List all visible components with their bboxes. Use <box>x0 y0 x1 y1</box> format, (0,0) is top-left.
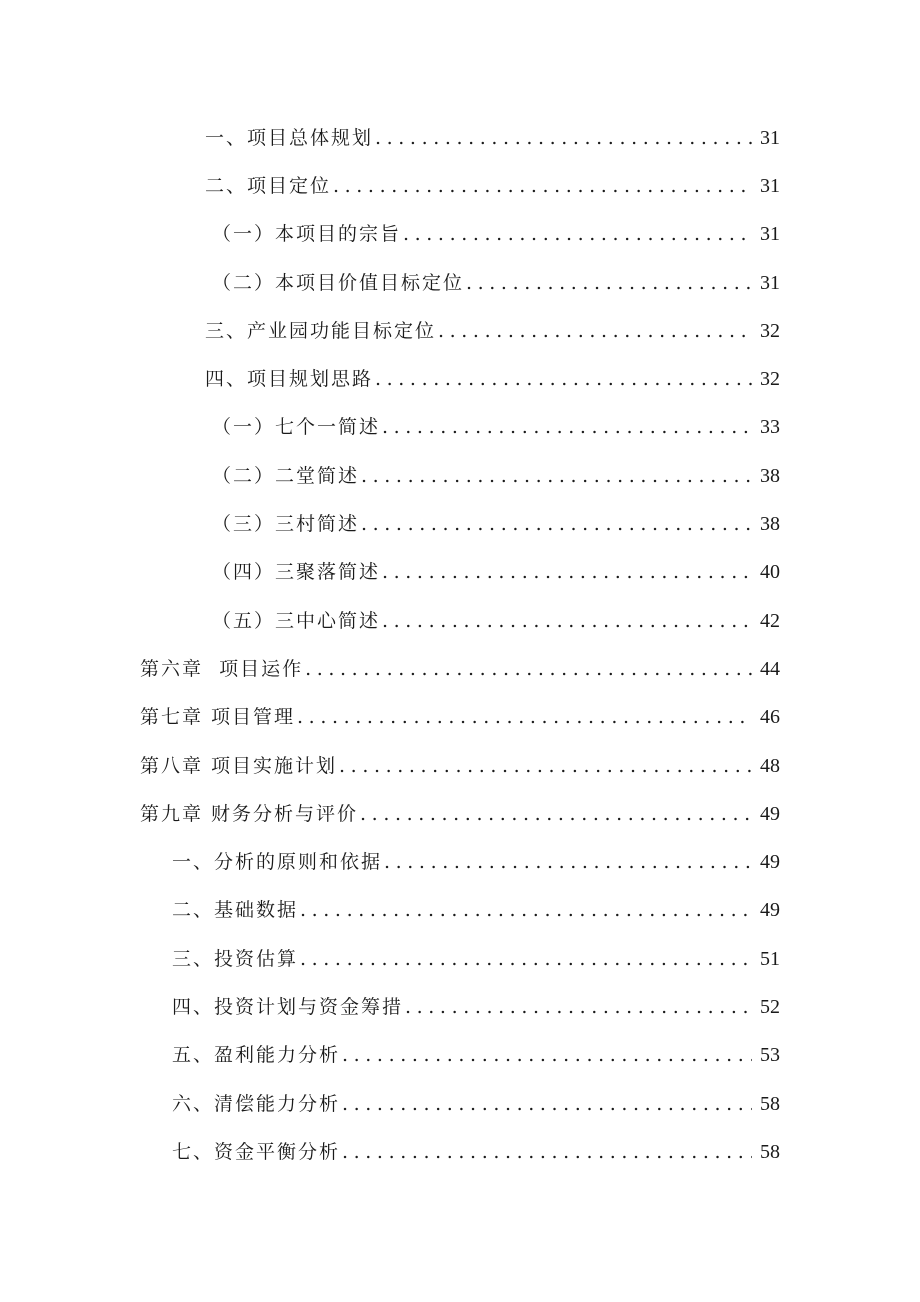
toc-dot-leader <box>361 465 752 487</box>
toc-entry-line <box>172 847 780 874</box>
toc-entry-title: 第八章 项目实施计划 <box>140 754 338 777</box>
toc-dot-leader <box>466 272 752 294</box>
toc-page-number: 48 <box>760 754 780 777</box>
toc-dot-leader <box>333 175 752 197</box>
toc-entry[interactable] <box>0 885 920 933</box>
toc-dot-leader <box>403 223 752 245</box>
toc-entry-title: （四）三聚落简述 <box>212 561 381 584</box>
toc-entry-line <box>172 944 780 971</box>
toc-dot-leader <box>438 320 752 342</box>
toc-entry-line <box>140 751 780 778</box>
toc-entry[interactable] <box>0 643 920 691</box>
toc-page-number: 44 <box>760 657 780 680</box>
toc-page-number: 49 <box>760 899 780 922</box>
toc-entry-title: （一）本项目的宗旨 <box>212 223 402 246</box>
toc-entry-line <box>172 1137 780 1164</box>
toc-dot-leader <box>297 706 752 728</box>
toc-entry-title: 六、清偿能力分析 <box>172 1092 341 1115</box>
toc-dot-leader <box>375 368 752 390</box>
toc-dot-leader <box>382 561 752 583</box>
toc-entry[interactable] <box>0 595 920 643</box>
toc-entry[interactable] <box>0 836 920 884</box>
toc-page-number: 46 <box>760 706 780 729</box>
toc-dot-leader <box>382 416 752 438</box>
toc-entry-title: 第七章 项目管理 <box>140 706 296 729</box>
toc-dot-leader <box>342 1141 752 1163</box>
toc-entry[interactable] <box>0 1078 920 1126</box>
toc-dot-leader <box>339 755 752 777</box>
toc-entry-title: 二、项目定位 <box>205 174 332 197</box>
toc-entry[interactable] <box>0 257 920 305</box>
toc-dot-leader <box>300 899 752 921</box>
toc-entry-line <box>212 557 780 584</box>
toc-entry-title: 七、资金平衡分析 <box>172 1140 341 1163</box>
toc-entry-title: （五）三中心简述 <box>212 609 381 632</box>
toc-page-number: 31 <box>760 126 780 149</box>
toc-dot-leader <box>382 610 752 632</box>
toc-entry-title: 一、项目总体规划 <box>205 126 374 149</box>
toc-dot-leader <box>360 803 752 825</box>
toc-page-number: 38 <box>760 513 780 536</box>
toc-entry-title: 第六章 项目运作 <box>140 657 304 680</box>
toc-entry-line <box>212 461 780 488</box>
toc-entry[interactable] <box>0 450 920 498</box>
toc-dot-leader <box>342 1093 752 1115</box>
toc-entry[interactable] <box>0 788 920 836</box>
toc-entry-title: 一、分析的原则和依据 <box>172 851 383 874</box>
toc-entry[interactable] <box>0 933 920 981</box>
toc-entry-line <box>172 992 780 1019</box>
toc-page-number: 32 <box>760 319 780 342</box>
toc-dot-leader <box>405 996 752 1018</box>
toc-entry-line <box>212 412 780 439</box>
toc-entry[interactable] <box>0 1126 920 1174</box>
toc-page-number: 31 <box>760 223 780 246</box>
toc-entry[interactable] <box>0 498 920 546</box>
toc-entry[interactable] <box>0 692 920 740</box>
toc-dot-leader <box>384 851 752 873</box>
toc-entry-line <box>140 702 780 729</box>
toc-entry[interactable] <box>0 740 920 788</box>
toc-page-number: 38 <box>760 464 780 487</box>
toc-entry-line <box>140 799 780 826</box>
toc-dot-leader <box>375 127 752 149</box>
toc-entry[interactable] <box>0 112 920 160</box>
toc-entry[interactable] <box>0 1030 920 1078</box>
toc-entry-line <box>205 123 780 150</box>
toc-entry-line <box>172 1089 780 1116</box>
toc-entry[interactable] <box>0 305 920 353</box>
toc-entry-line <box>212 509 780 536</box>
toc-dot-leader <box>300 948 752 970</box>
toc-entry-line <box>172 895 780 922</box>
toc-entry-title: 第九章 财务分析与评价 <box>140 802 359 825</box>
toc-entry-line <box>212 606 780 633</box>
toc-dot-leader <box>361 513 752 535</box>
toc-page-number: 49 <box>760 802 780 825</box>
toc-dot-leader <box>305 658 752 680</box>
table-of-contents <box>0 112 920 1175</box>
toc-entry-title: 五、盈利能力分析 <box>172 1044 341 1067</box>
toc-entry[interactable] <box>0 981 920 1029</box>
toc-entry-line <box>205 171 780 198</box>
toc-entry[interactable] <box>0 547 920 595</box>
toc-entry-title: （三）三村简述 <box>212 513 360 536</box>
toc-entry[interactable] <box>0 353 920 401</box>
toc-page-number: 33 <box>760 416 780 439</box>
toc-entry-line <box>172 1040 780 1067</box>
toc-entry-title: （二）本项目价值目标定位 <box>212 271 465 294</box>
toc-entry[interactable] <box>0 209 920 257</box>
toc-entry-title: 三、投资估算 <box>172 947 299 970</box>
toc-page-number: 42 <box>760 609 780 632</box>
toc-entry-line <box>140 654 780 681</box>
toc-page-number: 40 <box>760 561 780 584</box>
toc-entry-title: （二）二堂简述 <box>212 464 360 487</box>
toc-page-number: 58 <box>760 1092 780 1115</box>
toc-entry-title: 四、投资计划与资金筹措 <box>172 995 404 1018</box>
toc-entry[interactable] <box>0 160 920 208</box>
toc-dot-leader <box>342 1044 752 1066</box>
toc-page-number: 58 <box>760 1140 780 1163</box>
toc-page-number: 31 <box>760 174 780 197</box>
toc-page-number: 32 <box>760 368 780 391</box>
toc-entry-line <box>212 268 780 295</box>
toc-entry-title: 四、项目规划思路 <box>205 368 374 391</box>
toc-entry[interactable] <box>0 402 920 450</box>
toc-page-number: 53 <box>760 1044 780 1067</box>
toc-entry-line <box>205 364 780 391</box>
toc-page-number: 49 <box>760 851 780 874</box>
toc-page-number: 31 <box>760 271 780 294</box>
toc-page-number: 52 <box>760 995 780 1018</box>
toc-entry-line <box>205 316 780 343</box>
toc-entry-title: （一）七个一简述 <box>212 416 381 439</box>
toc-entry-line <box>212 219 780 246</box>
toc-page-number: 51 <box>760 947 780 970</box>
toc-entry-title: 三、产业园功能目标定位 <box>205 319 437 342</box>
toc-entry-title: 二、基础数据 <box>172 899 299 922</box>
